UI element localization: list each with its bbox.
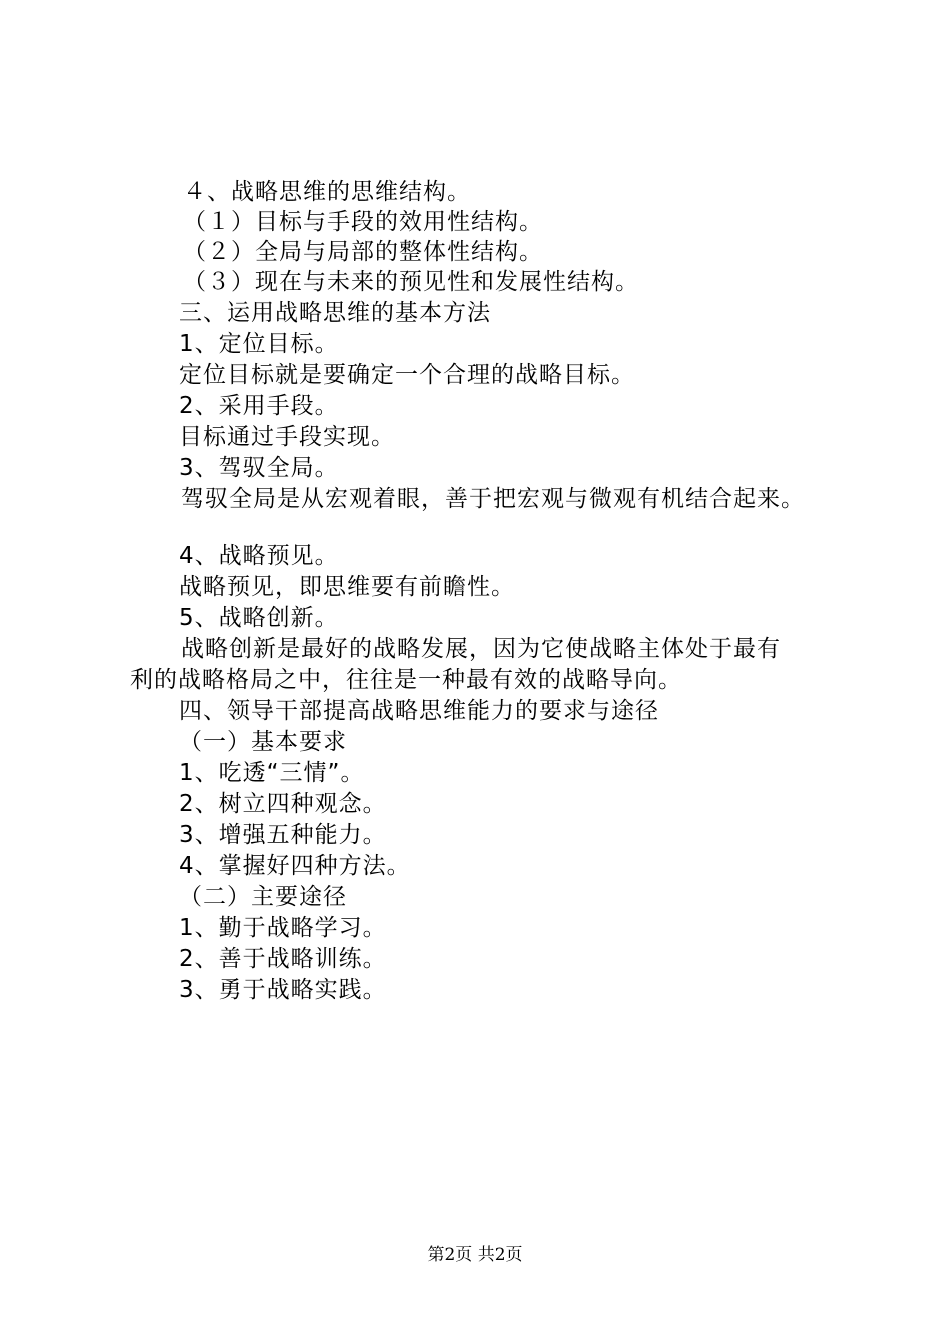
list-item-strategic-training: 2、善于战略训练。 xyxy=(179,946,387,972)
list-item-strategic-study: 1、勤于战略学习。 xyxy=(179,915,387,941)
list-item-four-methods: 4、掌握好四种方法。 xyxy=(179,853,411,879)
list-item-control-overall: 3、驾驭全局。 xyxy=(179,455,339,481)
list-item-positioning-goal: 1、定位目标。 xyxy=(179,331,339,357)
list-item-strategic-innovation: 5、战略创新。 xyxy=(179,605,339,631)
list-item-strategic-foresight: 4、战略预见。 xyxy=(179,543,339,569)
section-heading-thinking-structure: ４、战略思维的思维结构。 xyxy=(183,179,471,205)
list-item-adopt-means: 2、采用手段。 xyxy=(179,393,339,419)
paragraph-control-overall: 驾驭全局是从宏观着眼，善于把宏观与微观有机结合起来。 xyxy=(181,486,805,512)
list-item-global-local: （２）全局与局部的整体性结构。 xyxy=(183,239,543,265)
subsection-heading-basic-requirements: （一）基本要求 xyxy=(179,729,347,755)
paragraph-strategic-innovation-line-1: 战略创新是最好的战略发展，因为它使战略主体处于最有 xyxy=(181,636,781,662)
paragraph-positioning-goal: 定位目标就是要确定一个合理的战略目标。 xyxy=(179,362,635,388)
list-item-four-concepts: 2、树立四种观念。 xyxy=(179,791,387,817)
list-item-five-abilities: 3、增强五种能力。 xyxy=(179,822,387,848)
section-heading-basic-methods: 三、运用战略思维的基本方法 xyxy=(179,300,491,326)
paragraph-strategic-innovation-line-2: 利的战略格局之中，往往是一种最有效的战略导向。 xyxy=(130,667,682,693)
list-item-strategic-practice: 3、勇于战略实践。 xyxy=(179,977,387,1003)
section-heading-requirements-paths: 四、领导干部提高战略思维能力的要求与途径 xyxy=(179,698,659,724)
subsection-heading-main-paths: （二）主要途径 xyxy=(179,884,347,910)
page-footer: 第2页 共2页 xyxy=(427,1245,523,1265)
list-item-present-future: （３）现在与未来的预见性和发展性结构。 xyxy=(183,269,639,295)
paragraph-strategic-foresight: 战略预见，即思维要有前瞻性。 xyxy=(179,574,515,600)
list-item-three-situations: 1、吃透“三情”。 xyxy=(179,760,365,786)
list-item-goal-means: （１）目标与手段的效用性结构。 xyxy=(183,209,543,235)
paragraph-adopt-means: 目标通过手段实现。 xyxy=(179,424,395,450)
